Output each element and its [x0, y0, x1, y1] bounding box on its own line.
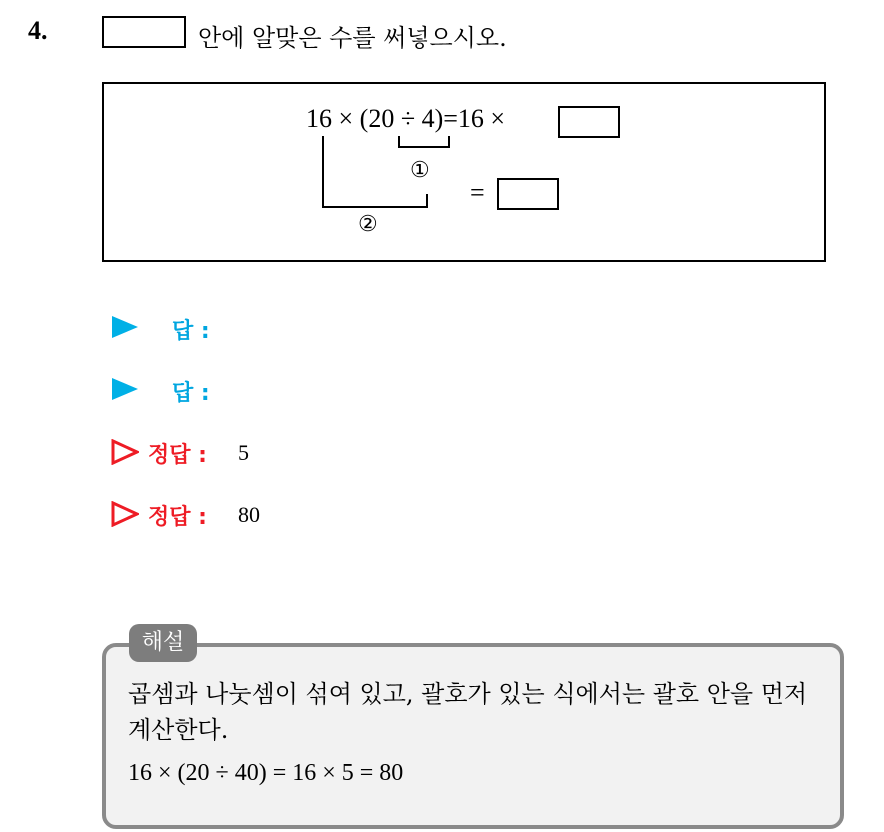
play-arrow-icon — [112, 378, 138, 400]
bracket-2 — [322, 136, 428, 208]
explanation-formula: 16 × (20 ÷ 40) = 16 × 5 = 80 — [128, 760, 404, 786]
question-number: 4. — [28, 16, 48, 45]
bracket-2-tick — [426, 194, 428, 208]
answer-label: 답 : — [172, 319, 210, 344]
answer-blank-1[interactable] — [558, 106, 620, 138]
outline-arrow-icon — [111, 501, 139, 527]
correct-answer-label: 정답 : — [148, 443, 207, 468]
outline-arrow-icon — [111, 439, 139, 465]
correct-answer-value: 80 — [238, 502, 260, 527]
equation-line-2-equals: = — [470, 178, 485, 207]
answer-label: 답 : — [172, 381, 210, 406]
bracket-label-2: ② — [358, 212, 378, 237]
explanation-tag: 해설 — [129, 624, 197, 662]
question-blank-box — [102, 16, 186, 48]
question-text: 안에 알맞은 수를 써넣으시오. — [198, 24, 507, 52]
answer-blank-2[interactable] — [497, 178, 559, 210]
correct-answer-label: 정답 : — [148, 505, 207, 530]
correct-answer-value: 5 — [238, 440, 249, 465]
answer-row — [112, 378, 138, 400]
answer-row — [112, 316, 138, 338]
bracket-label-1: ① — [410, 158, 430, 183]
play-arrow-icon — [112, 316, 138, 338]
equation-line-1: 16 × (20 ÷ 4)=16 × — [306, 104, 506, 133]
explanation-text: 곱셈과 나눗셈이 섞여 있고, 괄호가 있는 식에서는 괄호 안을 먼저 계산한다. — [128, 680, 808, 744]
